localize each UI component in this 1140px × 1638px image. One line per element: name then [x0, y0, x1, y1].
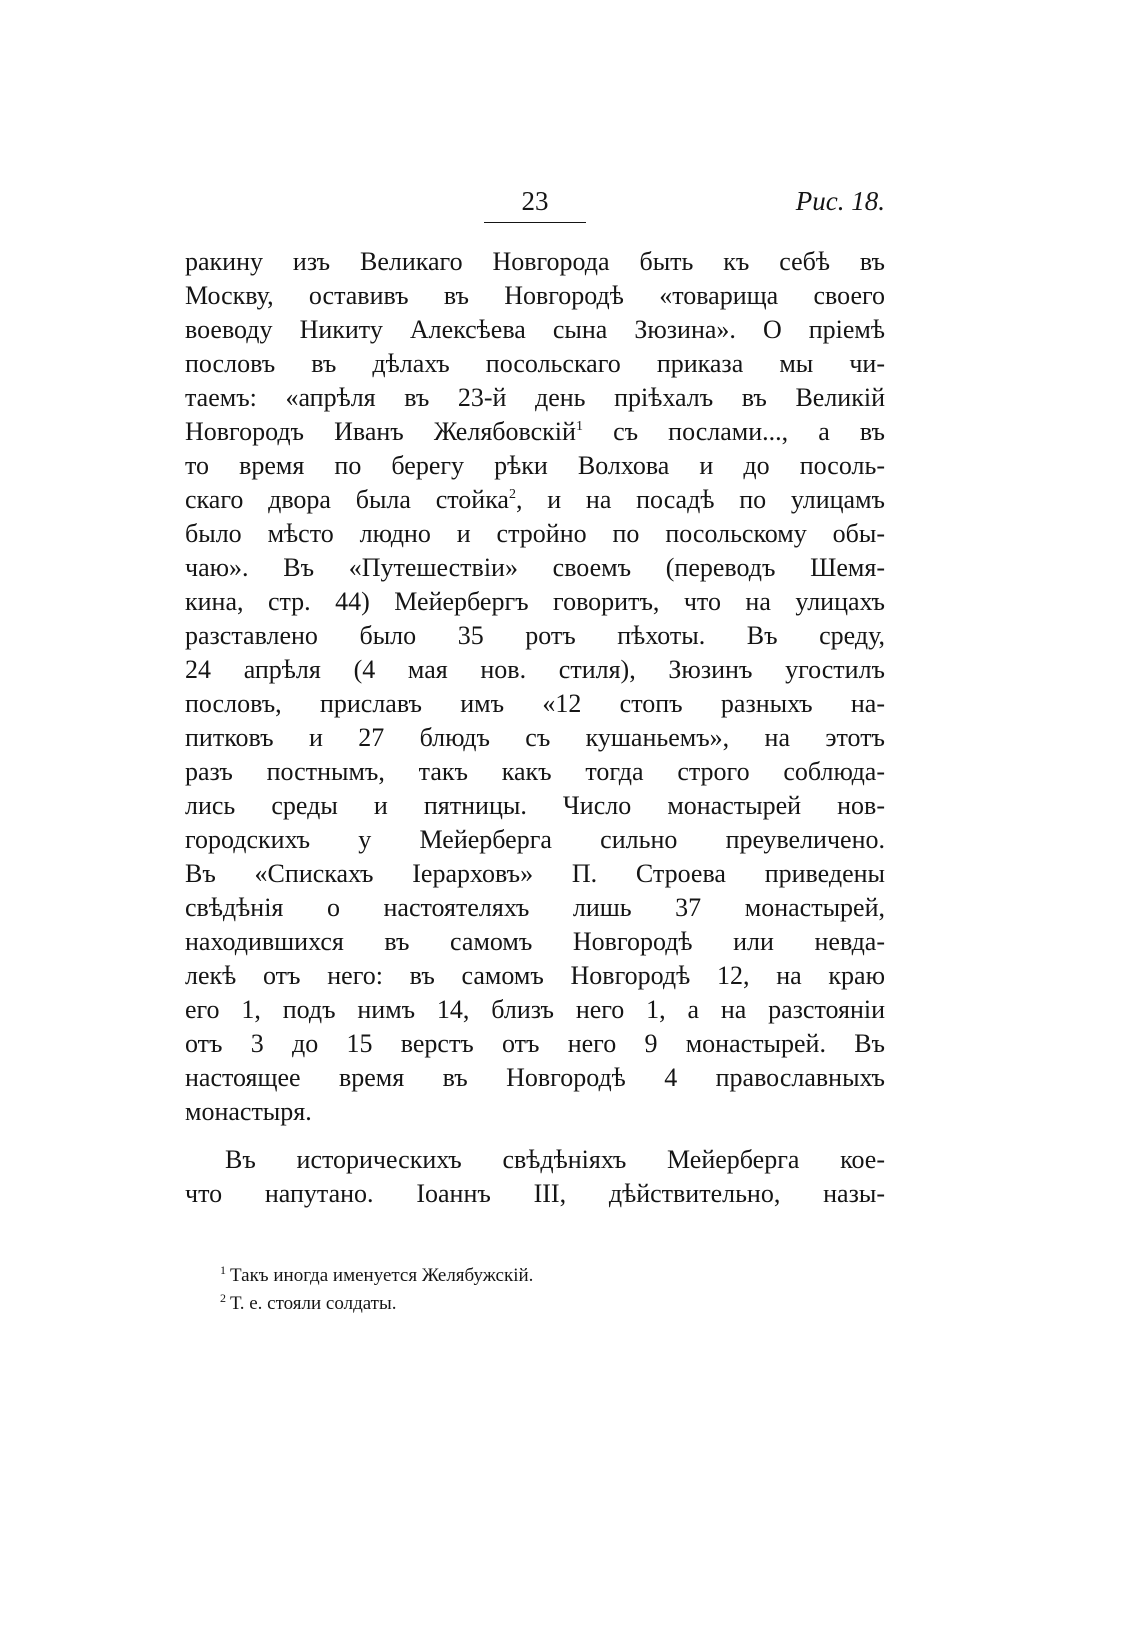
text-line: Москву, оставивъ въ Новгородѣ «товарища своего: [185, 281, 885, 310]
text-line: чаю». Въ «Путешествіи» своемъ (переводъ Шемя-: [185, 553, 885, 582]
text-line: 24 апрѣля (4 мая нов. стиля), Зюзинъ угостилъ: [185, 655, 885, 684]
text-line: разъ постнымъ, такъ какъ тогда строго соблюда-: [185, 757, 885, 786]
text-line: монастыря.: [185, 1097, 312, 1126]
text-fragment: съ послами..., а въ: [613, 417, 886, 446]
text-fragment: , и на посадѣ по улицамъ: [515, 485, 885, 514]
text-line: лекѣ отъ него: въ самомъ Новгородѣ 12, на краю: [185, 961, 885, 990]
footnote-2: [220, 1290, 885, 1318]
text-line: Въ историческихъ свѣдѣніяхъ Мейерберга кое-: [225, 1145, 885, 1174]
footnote-text: Т. е. стояли солдаты.: [230, 1293, 397, 1314]
text-line: таемъ: «апрѣля въ 23-й день пріѣхалъ въ Великій: [185, 383, 885, 412]
page-number: 23: [521, 186, 549, 216]
text-line: его 1, подъ нимъ 14, близъ него 1, а на разстояніи: [185, 995, 885, 1024]
main-text: [185, 245, 885, 1211]
text-line: находившихся въ самомъ Новгородѣ или невда-: [185, 927, 885, 956]
text-line: разставлено было 35 ротъ пѣхоты. Въ среду,: [185, 621, 885, 650]
text-line: ракину изъ Великаго Новгорода быть къ себѣ въ: [185, 247, 885, 276]
text-line: отъ 3 до 15 верстъ отъ него 9 монастырей. Въ: [185, 1029, 885, 1058]
text-line: было мѣсто людно и стройно по посольскому обы-: [185, 519, 885, 548]
text-fragment: скаго двора была стойка: [185, 485, 509, 514]
paragraph-1: [185, 245, 885, 1129]
paragraph-2: [185, 1143, 885, 1211]
footnotes: [220, 1262, 885, 1318]
text-fragment: Новгородъ Иванъ Желябовскій: [185, 417, 576, 446]
text-line: пословъ въ дѣлахъ посольскаго приказа мы чи-: [185, 349, 885, 378]
text-line: что напутано. Іоаннъ III, дѣйствительно, назы-: [185, 1179, 885, 1208]
figure-reference: Рис. 18.: [795, 186, 885, 216]
footnote-1: [220, 1262, 885, 1290]
paragraph-spacer: [185, 1129, 885, 1143]
text-line: кина, стр. 44) Мейербергъ говоритъ, что на улицахъ: [185, 587, 885, 616]
text-line: Въ «Спискахъ Іерарховъ» П. Строева приведены: [185, 859, 885, 888]
text-line: [185, 483, 885, 517]
footnote-mark: 1: [220, 1263, 226, 1277]
footnote-reference-2: 2: [508, 487, 516, 502]
text-line: то время по берегу рѣки Волхова и до посоль-: [185, 451, 885, 480]
text-line: городскихъ у Мейерберга сильно преувеличено.: [185, 825, 885, 854]
text-line: настоящее время въ Новгородѣ 4 православныхъ: [185, 1063, 885, 1092]
text-line: свѣдѣнія о настоятеляхъ лишь 37 монастырей,: [185, 893, 885, 922]
text-line: пословъ, приславъ имъ «12 стопъ разныхъ на-: [185, 689, 885, 718]
page-number-underline: [484, 222, 586, 223]
page-header: [0, 185, 1140, 235]
footnote-mark: 2: [220, 1291, 226, 1305]
text-line: [185, 415, 885, 449]
text-line: лись среды и пятницы. Число монастырей нов-: [185, 791, 885, 820]
text-line: питковъ и 27 блюдъ съ кушаньемъ», на этотъ: [185, 723, 885, 752]
text-line: воеводу Никиту Алексѣева сына Зюзина». О пріемѣ: [185, 315, 885, 344]
footnote-reference-1: 1: [575, 419, 583, 434]
footnote-text: Такъ иногда именуется Желябужскій.: [230, 1265, 534, 1286]
